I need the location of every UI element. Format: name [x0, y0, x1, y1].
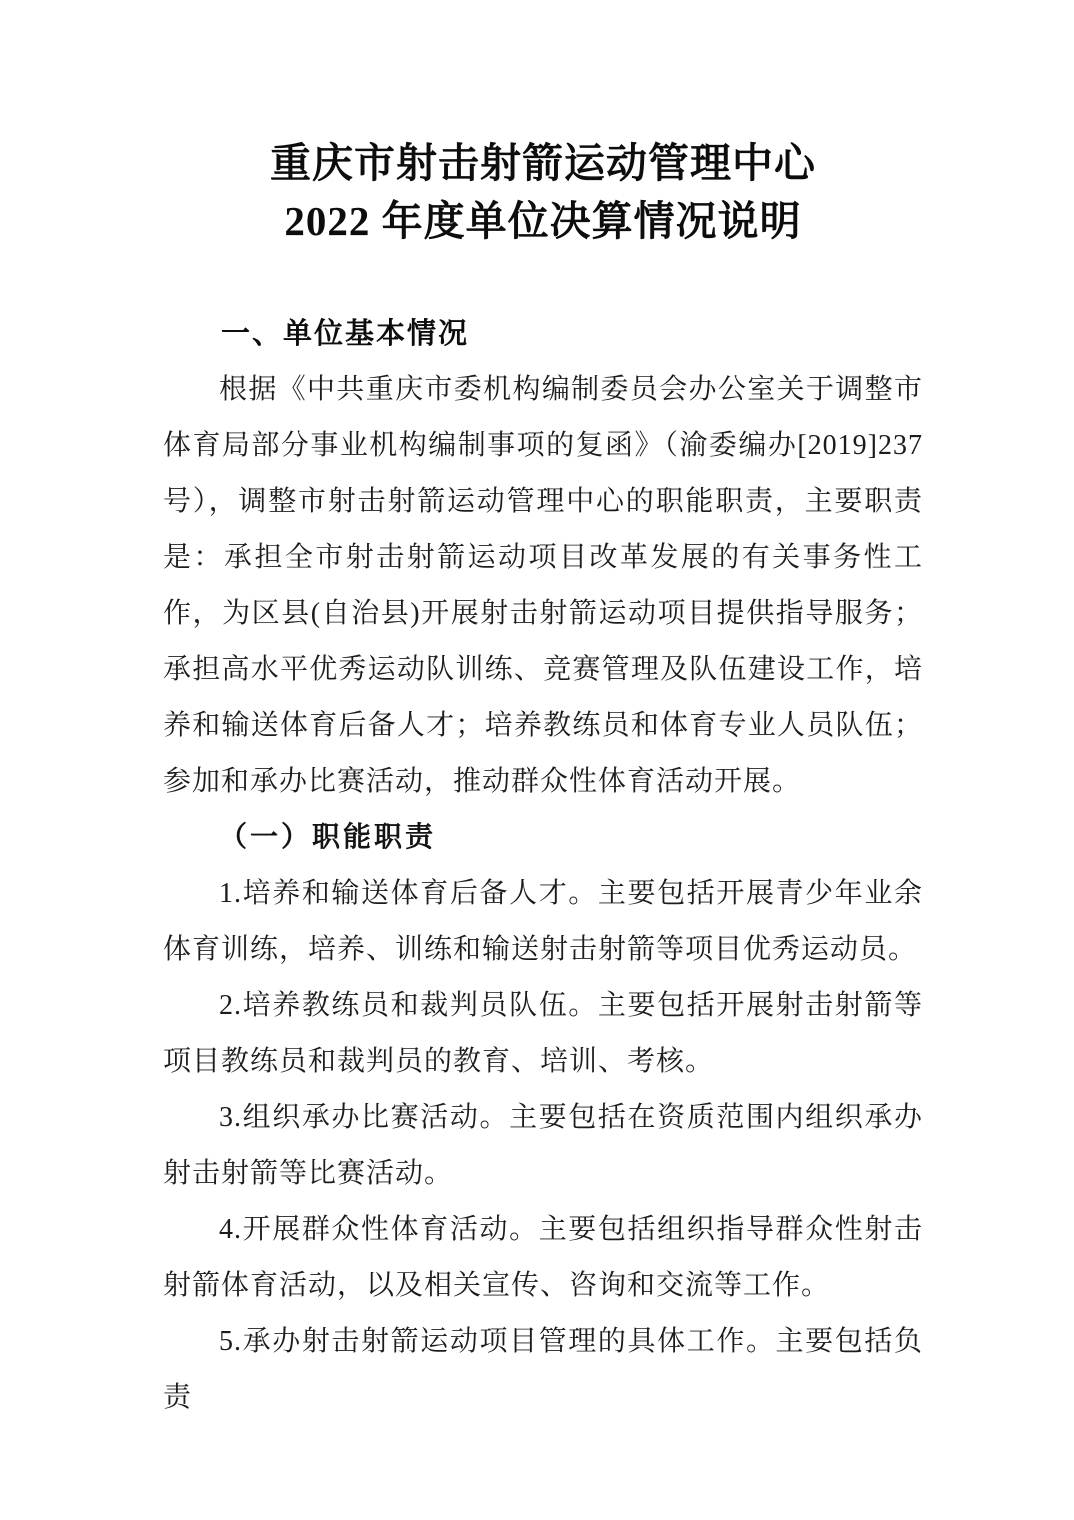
document-title	[163, 0, 923, 250]
title-line-1: 重庆市射击射箭运动管理中心	[270, 140, 816, 186]
paragraph-duty-2: 2.培养教练员和裁判员队伍。主要包括开展射击射箭等项目教练员和裁判员的教育、培训、考核。	[163, 990, 923, 1077]
document-content	[163, 0, 923, 1426]
subsection-heading-duties: （一）职能职责	[219, 822, 437, 853]
paragraph-establishment-basis: 根据《中共重庆市委机构编制委员会办公室关于调整市体育局部分事业机构编制事项的复函》（渝委编办[2019]237号），调整市射击射箭运动管理中心的职能职责，主要职责是：承担全市射击射箭运动项目改革发展的有关事务性工作，为区县(自治县)开展射击射箭运动项目提供指导服务；承担高水平优秀运动队训练、竞赛管理及队伍建设工作，培养和输送体育后备人才；培养教练员和体育专业人员队伍；参加和承办比赛活动，推动群众性体育活动开展。	[163, 374, 923, 797]
paragraph-duty-1: 1.培养和输送体育后备人才。主要包括开展青少年业余体育训练，培养、训练和输送射击射箭等项目优秀运动员。	[163, 878, 923, 965]
section-heading-unit-basic-info: 一、单位基本情况	[221, 318, 470, 350]
paragraph-duty-4: 4.开展群众性体育活动。主要包括组织指导群众性射击射箭体育活动，以及相关宣传、咨询和交流等工作。	[163, 1214, 923, 1301]
paragraph-duty-3: 3.组织承办比赛活动。主要包括在资质范围内组织承办射击射箭等比赛活动。	[163, 1102, 923, 1189]
paragraph-duty-5: 5.承办射击射箭运动项目管理的具体工作。主要包括负责	[163, 1326, 923, 1413]
title-line-2: 2022 年度单位决算情况说明	[284, 198, 802, 244]
